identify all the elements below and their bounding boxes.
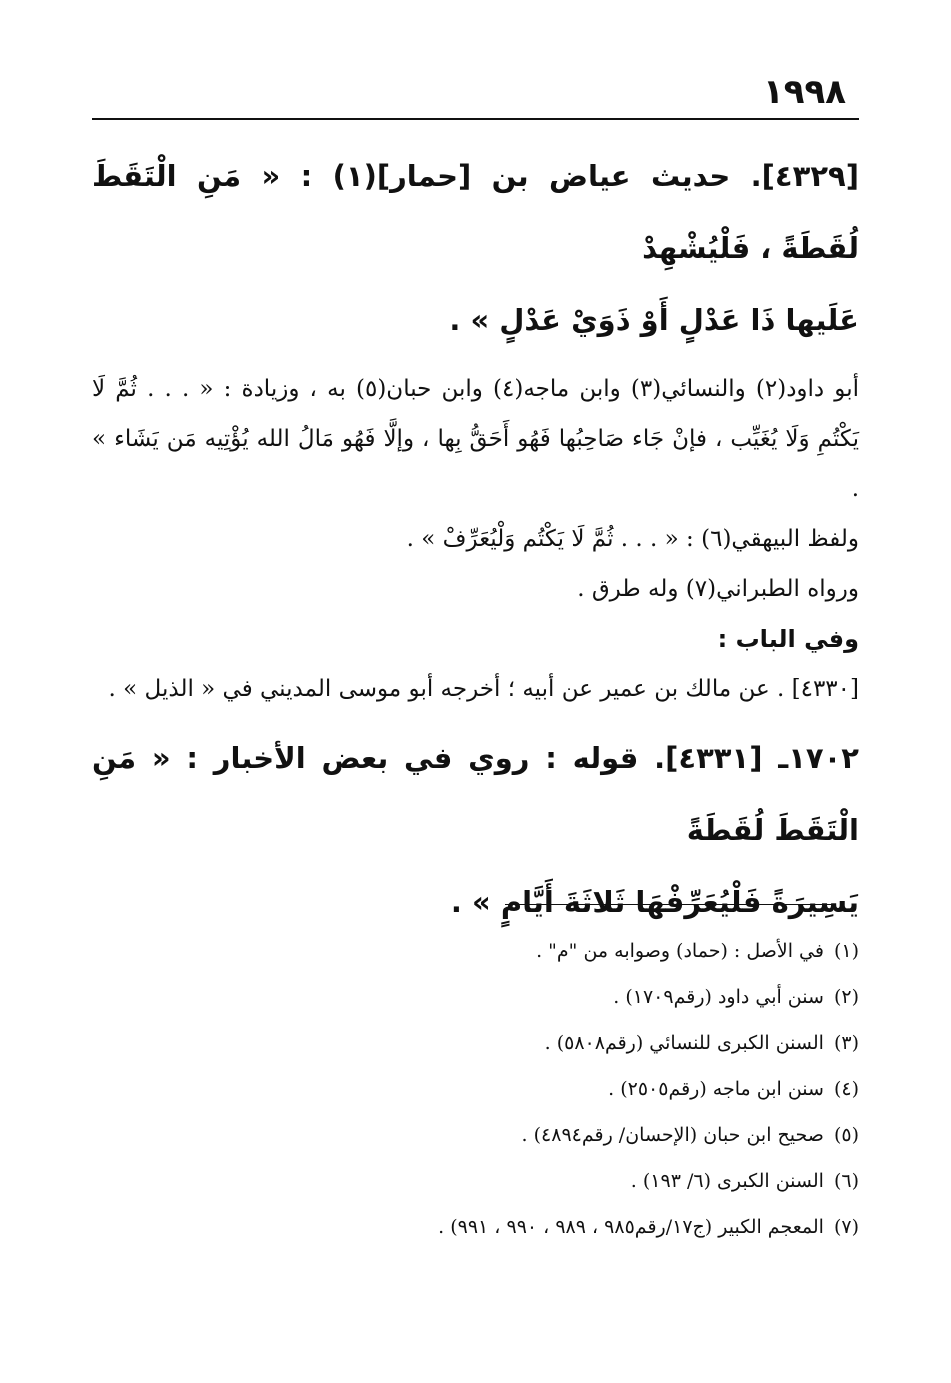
main-text <box>92 140 859 938</box>
footnote-text: السنن الكبرى (٦/ ١٩٣) . <box>630 1170 824 1192</box>
header-rule <box>92 118 859 120</box>
page-number: ١٩٩٨ <box>762 72 846 112</box>
footnote-text: صحيح ابن حبان (الإحسان/ رقم٤٨٩٤) . <box>521 1124 824 1146</box>
tabarani-paragraph: ورواه الطبراني(٧) وله طرق . <box>577 576 859 602</box>
footnote-number: (٤) <box>833 1078 859 1100</box>
footnote-number: (٥) <box>833 1124 859 1146</box>
footnote <box>438 928 859 974</box>
footnote <box>438 1112 859 1158</box>
footnote <box>438 1158 859 1204</box>
entry-4330-paragraph: [٤٣٣٠] . عن مالك بن عمير عن أبيه ؛ أخرجه أبو موسى المديني في « الذيل » . <box>108 676 859 702</box>
footnote-number: (٣) <box>833 1032 859 1054</box>
bayhaqi-paragraph: ولفظ البيهقي(٦) : « . . . ثُمَّ لَا يَكْتُم وَلْيُعَرِّفْ » . <box>406 526 859 552</box>
footnote <box>438 974 859 1020</box>
footnotes <box>438 928 859 1250</box>
footnote-number: (٦) <box>833 1170 859 1192</box>
footnote-text: السنن الكبرى للنسائي (رقم٥٨٠٨) . <box>544 1032 824 1054</box>
footnote-rule <box>505 904 835 905</box>
entry-4329-line2: عَلَيها ذَا عَدْلٍ أَوْ ذَوَيْ عَدْلٍ » . <box>449 303 859 337</box>
takhrij-paragraph: أبو داود(٢) والنسائي(٣) وابن ماجه(٤) وابن حبان(٥) به ، وزيادة : « . . . ثُمَّ لَا يَكْتُمِ وَلَا يُغَيِّب ، فإنْ جَاء صَاحِبُها فَهُو أَحَقُّ بِها ، وإلَّا فَهُو مَالُ الله يُؤْتِيه مَن يَشَاء » . <box>92 376 859 502</box>
footnote <box>438 1020 859 1066</box>
footnote-text: المعجم الكبير (ج١٧/رقم٩٨٥ ، ٩٨٩ ، ٩٩٠ ، ٩٩١) . <box>438 1216 824 1238</box>
footnote-text: سنن أبي داود (رقم١٧٠٩) . <box>613 986 824 1008</box>
entry-1702-line1: ١٧٠٢ـ [٤٣٣١]. قوله : روي في بعض الأخبار : « مَنِ الْتَقَطَ لُقَطَةً <box>92 741 859 847</box>
entry-1702-line2: يَسِيرَةً فَلْيُعَرِّفْهَا ثَلاثَةَ أَيَّامٍ » . <box>450 885 859 919</box>
footnote-number: (٢) <box>833 986 859 1008</box>
bab-heading: وفي الباب : <box>717 625 859 653</box>
entry-4329-line1: [٤٣٢٩]. حديث عياض بن [حمار](١) : « مَنِ الْتَقَطَ لُقَطَةً ، فَلْيُشْهِدْ <box>92 159 859 265</box>
footnote <box>438 1066 859 1112</box>
footnote-number: (٧) <box>833 1216 859 1238</box>
footnote-text: سنن ابن ماجه (رقم٢٥٠٥) . <box>608 1078 824 1100</box>
footnote <box>438 1204 859 1250</box>
footnote-number: (١) <box>833 940 859 962</box>
footnote-text: في الأصل : (حماد) وصوابه من "م" . <box>536 940 824 962</box>
